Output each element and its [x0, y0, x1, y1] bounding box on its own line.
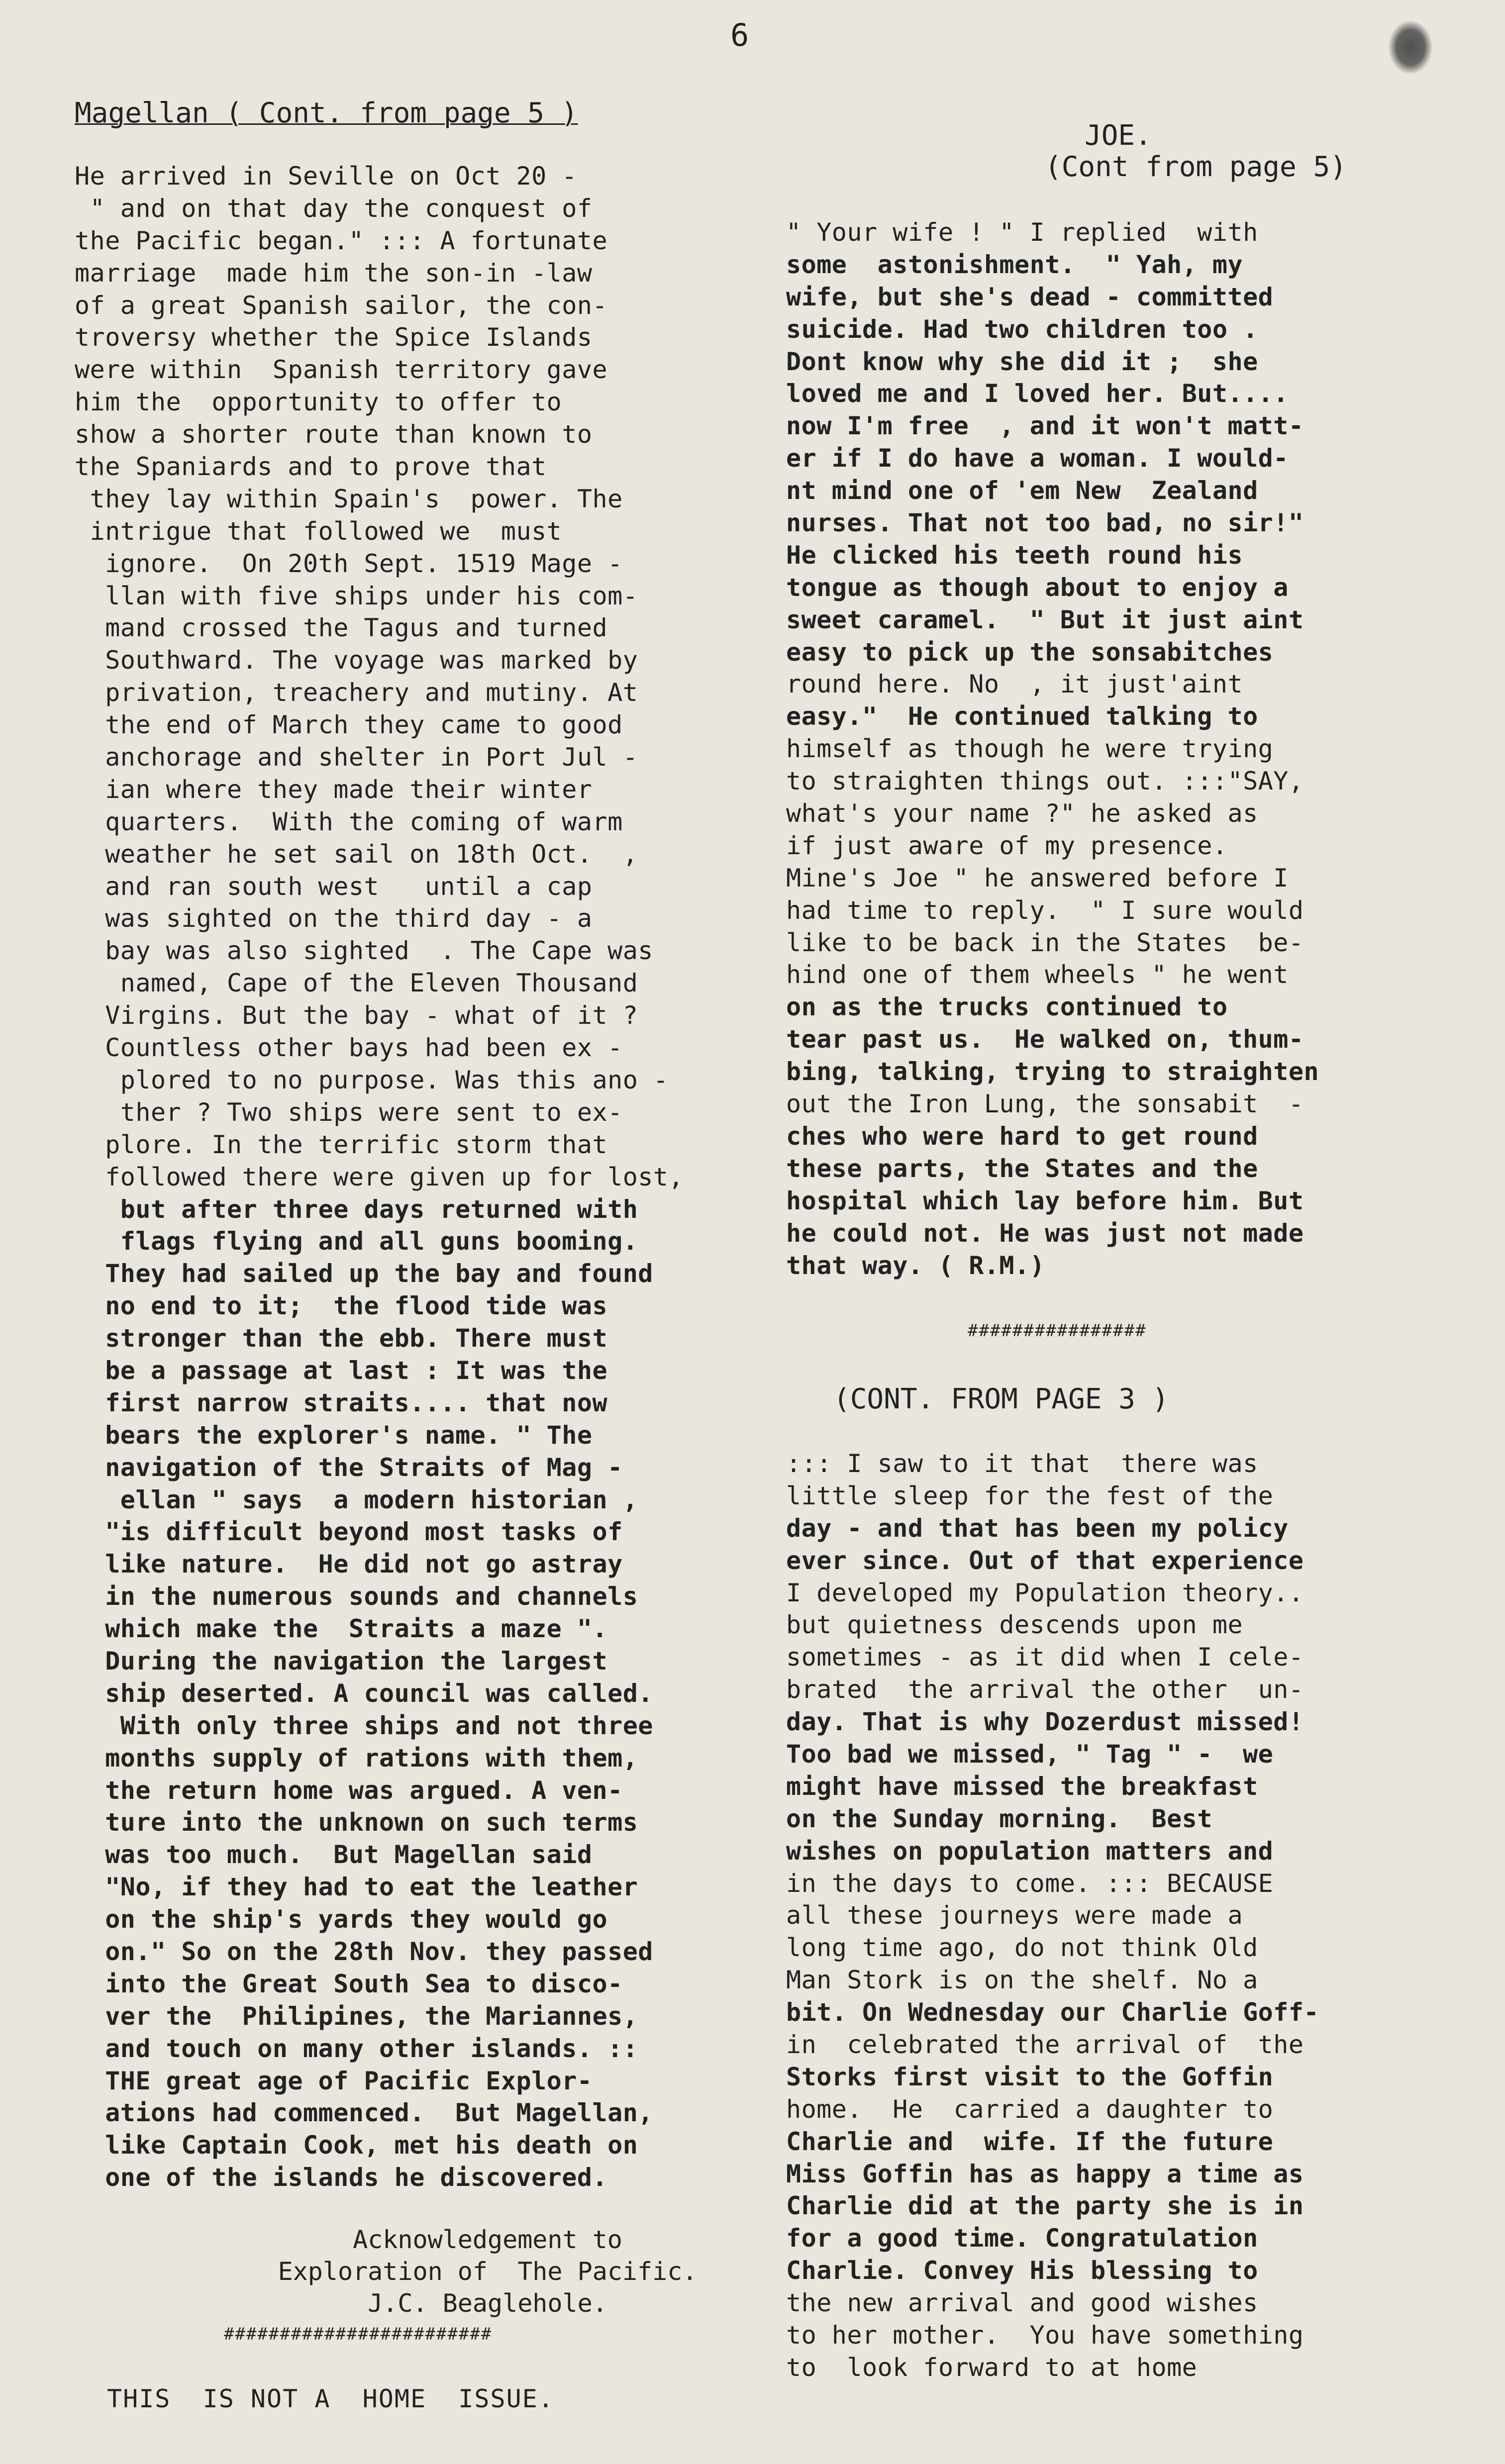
text-line: suicide. Had two children too .	[786, 314, 1258, 344]
text-line: himself as though he were trying	[786, 734, 1274, 764]
text-line: like Captain Cook, met his death on	[75, 2131, 638, 2160]
text-line: day. That is why Dozerdust missed!	[786, 1707, 1304, 1737]
text-line: privation, treachery and mutiny. At	[75, 678, 638, 707]
text-line: He clicked his teeth round his	[786, 540, 1243, 570]
text-line: stronger than the ebb. There must	[75, 1324, 608, 1353]
text-line: out the Iron Lung, the sonsabit -	[786, 1089, 1304, 1119]
text-line: to straighten things out. :::"SAY,	[786, 767, 1304, 796]
text-line: what's your name ?" he asked as	[786, 799, 1258, 828]
text-line: him the opportunity to offer to	[75, 388, 562, 417]
text-line: on as the trucks continued to	[786, 992, 1228, 1022]
text-line: some astonishment. " Yah, my	[786, 250, 1243, 279]
text-line: Charlie did at the party she is in	[786, 2191, 1304, 2221]
text-line: nurses. That not too bad, no sir!"	[786, 508, 1304, 538]
text-line: Charlie. Convey His blessing to	[786, 2256, 1258, 2285]
text-line: brated the arrival the other un-	[786, 1675, 1304, 1704]
text-line: mand crossed the Tagus and turned	[75, 613, 608, 643]
text-line: easy to pick up the sonsabitches	[786, 637, 1274, 667]
acknowledgement	[189, 2224, 786, 2319]
text-line: now I'm free , and it won't matt-	[786, 411, 1304, 441]
text-line: which make the Straits a maze ".	[75, 1614, 608, 1644]
text-line: Dont know why she did it ; she	[786, 347, 1258, 376]
text-line: nt mind one of 'em New Zealand	[786, 476, 1258, 505]
text-line: He arrived in Seville on Oct 20 -	[75, 162, 577, 191]
text-line: hospital which lay before him. But	[786, 1186, 1304, 1215]
text-line: "No, if they had to eat the leather	[75, 1873, 638, 1902]
text-line: but after three days returned with	[75, 1194, 638, 1224]
ink-blot-mark	[1388, 20, 1433, 75]
page-number: 6	[730, 17, 749, 53]
text-line: little sleep for the fest of the	[786, 1481, 1274, 1510]
text-line: day - and that has been my policy	[786, 1513, 1289, 1543]
text-line: if just aware of my presence.	[786, 831, 1228, 860]
acknowledgement-line: Acknowledgement to	[353, 2225, 622, 2254]
text-line: Charlie and wife. If the future	[786, 2127, 1274, 2156]
text-line: loved me and I loved her. But....	[786, 379, 1289, 408]
text-line: ian where they made their winter	[75, 775, 593, 804]
text-line: navigation of the Straits of Mag -	[75, 1453, 623, 1482]
text-line: bay was also sighted . The Cape was	[75, 936, 653, 966]
right-separator: ################	[968, 1321, 1147, 1341]
text-line: quarters. With the coming of warm	[75, 807, 623, 836]
text-line: but quietness descends upon me	[786, 1610, 1243, 1640]
text-line: on." So on the 28th Nov. they passed	[75, 1937, 653, 1966]
text-line: bit. On Wednesday our Charlie Goff-	[786, 1998, 1319, 2027]
text-line: followed there were given up for lost,	[75, 1162, 684, 1191]
text-line: long time ago, do not think Old	[786, 1933, 1258, 1963]
text-line: Mine's Joe " he answered before I	[786, 863, 1289, 892]
text-line: tongue as though about to enjoy a	[786, 573, 1289, 602]
text-line: these parts, the States and the	[786, 1154, 1258, 1183]
text-line: in celebrated the arrival of the	[786, 2030, 1304, 2060]
text-line: Virgins. But the bay - what of it ?	[75, 1001, 638, 1030]
text-line: was sighted on the third day - a	[75, 904, 593, 933]
text-line: might have missed the breakfast	[786, 1772, 1258, 1801]
text-line: tear past us. He walked on, thum-	[786, 1025, 1304, 1054]
text-line: was too much. But Magellan said	[75, 1840, 593, 1870]
text-line: intrigue that followed we must	[75, 516, 562, 546]
text-line: no end to it; the flood tide was	[75, 1291, 608, 1321]
text-line: er if I do have a woman. I would-	[786, 444, 1289, 473]
text-line: the Pacific began." ::: A fortunate	[75, 226, 608, 255]
text-line: Miss Goffin has as happy a time as	[786, 2159, 1304, 2188]
text-line: of a great Spanish sailor, the con-	[75, 291, 608, 320]
text-line: for a good time. Congratulation	[786, 2224, 1258, 2253]
text-line: They had sailed up the bay and found	[75, 1259, 653, 1288]
text-line: in the days to come. ::: BECAUSE	[786, 1869, 1274, 1898]
text-line: that way. ( R.M.)	[786, 1251, 1045, 1280]
text-line: first narrow straits.... that now	[75, 1388, 608, 1417]
text-line: wife, but she's dead - committed	[786, 282, 1274, 311]
magellan-title: Magellan ( Cont. from page 5 )	[75, 97, 578, 129]
magellan-body	[75, 160, 684, 2194]
text-line: " Your wife ! " I replied with	[786, 218, 1258, 247]
text-line: and touch on many other islands. ::	[75, 2034, 638, 2063]
text-line: weather he set sail on 18th Oct. ,	[75, 839, 638, 869]
text-line: ::: I saw to it that there was	[786, 1449, 1258, 1478]
text-line: he could not. He was just not made	[786, 1218, 1304, 1248]
text-line: THE great age of Pacific Explor-	[75, 2066, 593, 2095]
text-line: easy." He continued talking to	[786, 702, 1258, 731]
text-line: named, Cape of the Eleven Thousand	[75, 969, 638, 998]
text-line: the return home was argued. A ven-	[75, 1775, 623, 1805]
text-line: round here. No , it just'aint	[786, 670, 1243, 699]
text-line: they lay within Spain's power. The	[75, 484, 623, 513]
acknowledgement-line: Exploration of The Pacific.	[278, 2257, 698, 2286]
text-line: on the ship's yards they would go	[75, 1905, 608, 1934]
text-line: Too bad we missed, " Tag " - we	[786, 1740, 1274, 1769]
text-line: bing, talking, trying to straighten	[786, 1057, 1319, 1086]
text-line: Southward. The voyage was marked by	[75, 646, 638, 675]
joe-title: JOE.	[1085, 119, 1152, 152]
text-line: be a passage at last : It was the	[75, 1356, 608, 1385]
text-line: bears the explorer's name. " The	[75, 1420, 593, 1450]
text-line: like to be back in the States be-	[786, 928, 1304, 957]
joe-subtitle: (Cont from page 5)	[1045, 151, 1347, 183]
joe-body	[786, 216, 1319, 1281]
text-line: During the navigation the largest	[75, 1646, 608, 1676]
text-line: the new arrival and good wishes	[786, 2288, 1258, 2318]
text-line: With only three ships and not three	[75, 1711, 653, 1740]
text-line: Storks first visit to the Goffin	[786, 2062, 1274, 2091]
text-line: ignore. On 20th Sept. 1519 Mage -	[75, 549, 623, 578]
text-line: to her mother. You have something	[786, 2321, 1304, 2350]
text-line: ther ? Two ships were sent to ex-	[75, 1097, 623, 1127]
text-line: sometimes - as it did when I cele-	[786, 1643, 1304, 1672]
cont-page3-body	[786, 1448, 1319, 2384]
text-line: months supply of rations with them,	[75, 1743, 638, 1773]
text-line: ches who were hard to get round	[786, 1121, 1258, 1151]
text-line: llan with five ships under his com-	[75, 581, 638, 610]
text-line: like nature. He did not go astray	[75, 1550, 623, 1579]
text-line: the Spaniards and to prove that	[75, 452, 547, 482]
text-line: anchorage and shelter in Port Jul -	[75, 743, 638, 772]
text-line: the end of March they came to good	[75, 710, 623, 740]
text-line: all these journeys were made a	[786, 1901, 1243, 1930]
text-line: flags flying and all guns booming.	[75, 1227, 638, 1256]
cont-page3-title: (CONT. FROM PAGE 3 )	[833, 1383, 1169, 1415]
text-line: wishes on population matters and	[786, 1836, 1274, 1866]
text-line: ations had commenced. But Magellan,	[75, 2098, 653, 2128]
text-line: to look forward to at home	[786, 2353, 1198, 2382]
acknowledgement-line: J.C. Beaglehole.	[368, 2289, 607, 2318]
text-line: ever since. Out of that experience	[786, 1546, 1304, 1575]
text-line: on the Sunday morning. Best	[786, 1804, 1212, 1833]
left-separator: ########################	[224, 2324, 493, 2344]
text-line: plored to no purpose. Was this ano -	[75, 1065, 669, 1094]
text-line: Countless other bays had been ex -	[75, 1033, 623, 1063]
text-line: show a shorter route than known to	[75, 420, 593, 449]
footer-note: THIS IS NOT A HOME ISSUE.	[107, 2384, 554, 2413]
text-line: Man Stork is on the shelf. No a	[786, 1966, 1258, 1995]
text-line: home. He carried a daughter to	[786, 2094, 1274, 2124]
text-line: " and on that day the conquest of	[75, 194, 593, 223]
text-line: I developed my Population theory..	[786, 1578, 1304, 1607]
text-line: troversy whether the Spice Islands	[75, 323, 593, 352]
text-line: one of the islands he discovered.	[75, 2163, 608, 2192]
text-line: had time to reply. " I sure would	[786, 895, 1304, 925]
text-line: sweet caramel. " But it just aint	[786, 605, 1304, 634]
text-line: marriage made him the son-in -law	[75, 258, 593, 288]
text-line: in the numerous sounds and channels	[75, 1582, 638, 1611]
text-line: "is difficult beyond most tasks of	[75, 1517, 623, 1547]
text-line: ship deserted. A council was called.	[75, 1678, 653, 1708]
text-line: were within Spanish territory gave	[75, 355, 608, 385]
text-line: into the Great South Sea to disco-	[75, 1969, 623, 1998]
text-line: plore. In the terrific storm that	[75, 1130, 608, 1159]
text-line: and ran south west until a cap	[75, 872, 593, 901]
text-line: ellan " says a modern historian ,	[75, 1485, 638, 1514]
text-line: hind one of them wheels " he went	[786, 960, 1289, 989]
text-line: ture into the unknown on such terms	[75, 1808, 638, 1837]
text-line: ver the Philipines, the Mariannes,	[75, 2001, 638, 2031]
